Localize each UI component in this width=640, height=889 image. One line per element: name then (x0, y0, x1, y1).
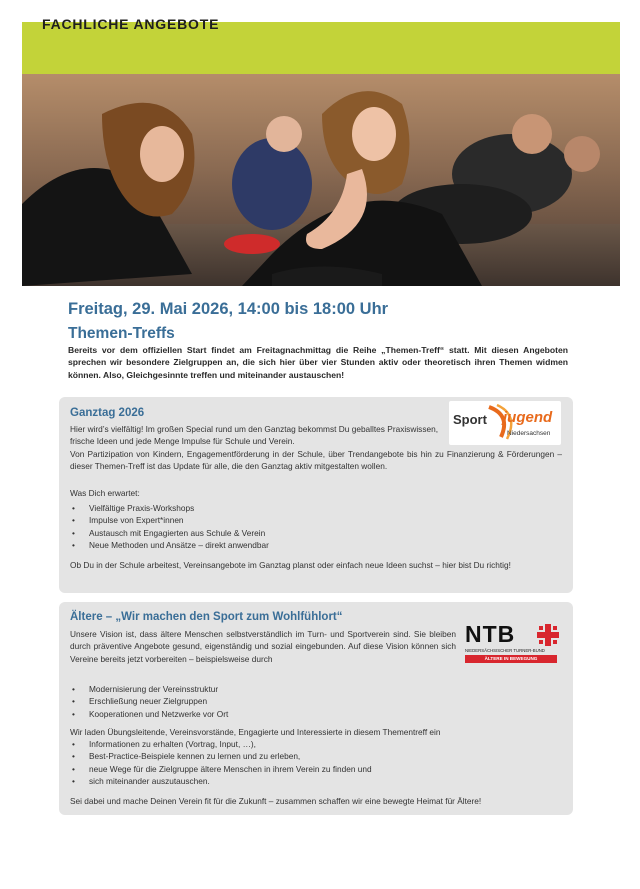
bullet-icon: • (72, 708, 75, 719)
aeltere-para-2: Wir laden Übungsleitende, Vereinsvorstände, Engagierte und Interessierte in diesem Thementreff ein (70, 727, 441, 737)
list-item: • Neue Methoden und Ansätze – direkt anwendbar (72, 539, 269, 550)
bullet-icon: • (72, 763, 75, 774)
list-item: • Best-Practice-Beispiele kennen zu lernen und zu erleben, (72, 751, 301, 762)
ntb-logo (465, 621, 561, 664)
sportjugend-word2: jugend (503, 409, 553, 426)
bullet-icon: • (72, 539, 75, 550)
fitness-class-photo (22, 74, 620, 286)
sportjugend-word1: Sport (453, 412, 487, 427)
ntb-name: NTB (465, 621, 516, 647)
ganztag-para-1a: Hier wird’s vielfältig! Im großen Special rund um den Ganztag bekommst Du geballtes Praxiswissen, frische Ideen und jede Menge Impulse für Schule und Verein. (70, 424, 438, 447)
aeltere-title: Ältere – „Wir machen den Sport zum Wohlfühlort“ (70, 611, 343, 623)
aeltere-closing: Sei dabei und mache Deinen Verein fit für die Zukunft – zusammen schaffen wir eine bewegte Heimat für Ältere! (70, 796, 482, 806)
list-item: • Austausch mit Engagierten aus Schule & Verein (72, 527, 266, 538)
aeltere-box (59, 602, 573, 815)
list-item: • Informationen zu erhalten (Vortrag, Input, …), (72, 739, 256, 749)
event-date: Freitag, 29. Mai 2026, 14:00 bis 18:00 Uhr (68, 300, 389, 318)
ganztag-expect-label: Was Dich erwartet: (70, 488, 140, 498)
ganztag-box (59, 397, 573, 593)
ganztag-title: Ganztag 2026 (70, 407, 145, 419)
ganztag-list (70, 502, 269, 551)
bullet-icon: • (72, 527, 75, 538)
aeltere-list-1 (70, 683, 228, 720)
list-item: • neue Wege für die Zielgruppe ältere Menschen in ihrem Verein zu finden und (72, 763, 372, 774)
list-item: • Modernisierung der Vereinsstruktur (72, 684, 219, 694)
ganztag-closing: Ob Du in der Schule arbeitest, Vereinsangebote im Ganztag planst oder einfach neue Ideen suchst – hier bist Du richtig! (70, 560, 511, 570)
aeltere-list-2 (70, 738, 372, 787)
bullet-icon: • (72, 503, 75, 513)
bullet-icon: • (72, 684, 75, 694)
list-item: • Impulse von Expert*innen (72, 515, 184, 526)
list-item: • Erschließung neuer Zielgruppen (72, 696, 208, 707)
list-item: • Vielfältige Praxis-Workshops (72, 503, 195, 513)
bullet-icon: • (72, 751, 75, 762)
bullet-icon: • (72, 739, 75, 749)
aeltere-para-1: Unsere Vision ist, dass ältere Menschen selbstverständlich im Turn- und Sportverein sind. Sie bleiben durch präventive Angebote gesund, eigenständig und sozial eingebunden. Auf diese Vision können sich Vereine bereits jetzt vorbereiten – beispielsweise durch (70, 629, 456, 664)
list-item: • sich miteinander auszutauschen. (72, 775, 210, 786)
hero-photo (22, 74, 620, 286)
ntb-sub: NIEDERSÄCHSISCHER TURNER-BUND (465, 648, 545, 653)
bullet-icon: • (72, 696, 75, 707)
ganztag-para-1b: Von Partizipation von Kindern, Engagementförderung in der Schule, über Trendangebote bis hin zu Finanzierung & Förderungen – dieser Themen-Treff ist das Update für alle, die den Ganztag aktiv mitgestalten wollen. (70, 449, 562, 472)
bullet-icon: • (72, 775, 75, 786)
bullet-icon: • (72, 515, 75, 526)
section-title: Themen-Treffs (68, 325, 175, 342)
intro-text: Bereits vor dem offiziellen Start findet am Freitagnachmittag die Reihe „Themen-Treff“ statt. Mit diesen Angeboten sprechen wir besondere Zielgruppen an, die sich hier über vier Stunden aktiv oder theoretisch ihren Themen widmen können. Also, Gleichgesinnte treffen und miteinander austauschen! (68, 345, 568, 380)
list-item: • Kooperationen und Netzwerke vor Ort (72, 708, 229, 719)
ntb-tag: ÄLTERE IN BEWEGUNG (465, 655, 557, 663)
ntb-cross-icon (537, 624, 559, 646)
sportjugend-logo (449, 401, 561, 445)
page-title: FACHLICHE ANGEBOTE (42, 16, 220, 32)
sportjugend-sub: Niedersachsen (507, 430, 551, 437)
